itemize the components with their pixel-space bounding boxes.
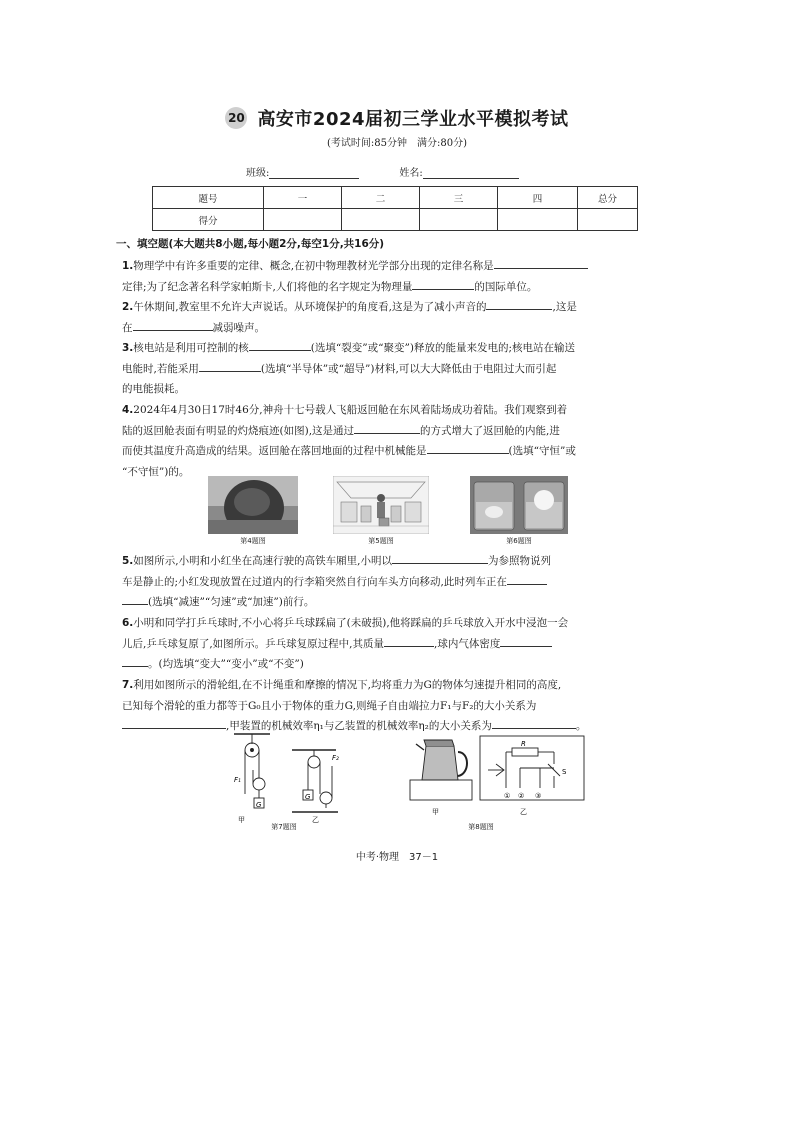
question-number: 6. <box>122 617 134 629</box>
answer-blank[interactable] <box>392 551 488 564</box>
score-input-cell[interactable] <box>342 209 420 231</box>
score-table-header-row <box>153 187 638 209</box>
score-table-cell: 得分 <box>153 209 264 231</box>
question-text: 儿后,乒乓球复原了,如图所示。乒乓球复原过程中,其质量 <box>122 637 385 650</box>
score-input-cell[interactable] <box>498 209 578 231</box>
question-number: 4. <box>122 404 134 416</box>
score-table-cell: 二 <box>342 187 420 209</box>
question-number: 7. <box>122 679 134 691</box>
weight-label: G <box>256 801 262 809</box>
exam-title: 高安市2024届初三学业水平模拟考试 <box>257 109 569 130</box>
figure-caption: 第4题图 <box>240 537 266 545</box>
question-7 <box>122 675 670 737</box>
answer-blank[interactable] <box>494 256 588 269</box>
electric-kettle-figure <box>408 734 588 826</box>
question-number: 3. <box>122 342 134 354</box>
question-text: 已知每个滑轮的重力都等于G₀且小于物体的重力G,则绳子自由端拉力F₁与F₂的大小关系为 <box>122 699 537 712</box>
figure-caption: 第6题图 <box>506 537 532 545</box>
question-text: 的方式增大了返回舱的内能,进 <box>420 424 560 437</box>
ping-pong-photo <box>470 476 568 534</box>
figure-label-yi: 乙 <box>520 808 527 816</box>
question-text: 如图所示,小明和小红坐在高速行驶的高铁车厢里,小明以 <box>133 555 392 567</box>
question-2 <box>122 297 670 338</box>
figure-label-jia: 甲 <box>238 816 245 824</box>
question-text: (选填“半导体”或“超导”)材料,可以大大降低由于电阻过大而引起 <box>260 362 557 375</box>
question-text: (选填“裂变”或“聚变”)释放的能量来发电的;核电站在输送 <box>310 342 575 354</box>
question-text: “不守恒”)的。 <box>122 465 190 478</box>
answer-blank[interactable] <box>384 634 434 647</box>
answer-blank[interactable] <box>199 359 261 372</box>
question-text: 。 <box>575 720 587 732</box>
answer-blank[interactable] <box>122 592 148 605</box>
answer-blank[interactable] <box>122 654 148 667</box>
pulley-system-figure <box>226 730 356 826</box>
score-table-cell: 四 <box>498 187 578 209</box>
question-text: 定律;为了纪念著名科学家帕斯卡,人们将他的名字规定为物理量 <box>122 280 413 293</box>
figure-label-yi: 乙 <box>312 816 319 824</box>
answer-blank[interactable] <box>122 716 226 729</box>
answer-blank[interactable] <box>507 572 547 585</box>
force-label-f2: F₂ <box>332 754 339 762</box>
answer-blank[interactable] <box>500 634 552 647</box>
score-table-cell: 题号 <box>153 187 264 209</box>
terminal-1: ① <box>504 792 511 800</box>
question-text: 的国际单位。 <box>474 280 538 293</box>
answer-blank[interactable] <box>492 716 576 729</box>
question-text: ,甲装置的机械效率η₁与乙装置的机械效率η₂的大小关系为 <box>226 720 492 732</box>
question-1 <box>122 256 670 297</box>
question-text: 在 <box>122 321 133 334</box>
score-table-score-row <box>153 209 638 231</box>
question-4 <box>122 400 670 482</box>
question-number: 2. <box>122 301 134 313</box>
answer-blank[interactable] <box>133 318 213 331</box>
question-number: 5. <box>122 555 134 567</box>
switch-label: S <box>562 768 567 776</box>
question-text: 小明和同学打乒乓球时,不小心将乒乓球踩扁了(未破损),他将踩扁的乒乓球放入开水中浸泡一会 <box>133 617 569 629</box>
question-text: 减弱噪声。 <box>212 321 265 334</box>
section-title: 一、填空题(本大题共8小题,每小题2分,每空1分,共16分) <box>116 238 385 250</box>
terminal-2: ② <box>518 792 525 800</box>
paper-number-badge: 20 <box>225 107 247 129</box>
name-field[interactable] <box>399 164 518 179</box>
score-input-cell[interactable] <box>420 209 498 231</box>
question-text: 的电能损耗。 <box>122 383 185 395</box>
figure-caption: 第5题图 <box>368 537 394 545</box>
question-3 <box>122 338 670 400</box>
question-text: (选填“守恒”或 <box>508 445 576 457</box>
question-6 <box>122 613 670 675</box>
question-text: 为参照物说列 <box>487 555 551 567</box>
question-text: 车是静止的;小红发现放置在过道内的行李箱突然自行向车头方向移动,此时列车正在 <box>122 575 507 588</box>
question-text: 而使其温度升高造成的结果。返回舱在落回地面的过程中机械能是 <box>122 445 427 457</box>
answer-blank[interactable] <box>427 441 509 454</box>
class-field[interactable] <box>246 164 359 179</box>
page-footer: 中考·物理 37－1 <box>355 852 439 863</box>
question-text: ,这是 <box>552 301 577 313</box>
resistor-label: R <box>521 740 526 748</box>
score-input-cell[interactable] <box>264 209 342 231</box>
question-text: 。(均选填“变大”“变小”或“不变”) <box>148 658 304 670</box>
question-text: 午休期间,教室里不允许大声说话。从环境保护的角度看,这是为了减小声音的 <box>133 301 487 313</box>
figure-label-jia: 甲 <box>432 808 439 816</box>
question-text: (选填“减速”“匀速”或“加速”)前行。 <box>148 596 315 608</box>
answer-blank[interactable] <box>249 338 311 351</box>
terminal-3: ③ <box>535 792 542 800</box>
name-label: 姓名: <box>399 168 423 179</box>
question-text: ,球内气体密度 <box>434 637 501 650</box>
force-label-f1: F₁ <box>234 776 241 784</box>
score-input-cell[interactable] <box>578 209 638 231</box>
score-table-cell: 三 <box>420 187 498 209</box>
student-info-row <box>246 164 519 179</box>
question-text: 利用如图所示的滑轮组,在不计绳重和摩擦的情况下,均将重力为G的物体匀速提升相同的高度, <box>133 679 562 691</box>
score-table-cell: 总分 <box>578 187 638 209</box>
question-text: 2024年4月30日17时46分,神舟十七号载人飞船返回舱在东风着陆场成功着陆。我们观察到着 <box>133 404 568 416</box>
answer-blank[interactable] <box>486 297 552 310</box>
capsule-photo <box>208 476 298 534</box>
class-label: 班级: <box>246 168 270 179</box>
name-blank[interactable] <box>423 167 519 179</box>
question-text: 陆的返回舱表面有明显的灼烧痕迹(如图),这是通过 <box>122 424 355 437</box>
score-table <box>152 186 638 231</box>
question-number: 1. <box>122 260 134 272</box>
train-carriage-figure <box>333 476 429 534</box>
exam-title-row <box>0 104 794 132</box>
weight-label: G <box>305 793 311 801</box>
exam-subtitle: (考试时间:85分钟 满分:80分) <box>327 138 467 149</box>
figure-caption: 第7题图 <box>271 823 297 831</box>
question-text: 核电站是利用可控制的核 <box>133 342 249 354</box>
answer-blank[interactable] <box>354 421 420 434</box>
question-text: 电能时,若能采用 <box>122 362 199 375</box>
class-blank[interactable] <box>269 167 359 179</box>
question-text: 物理学中有许多重要的定律、概念,在初中物理教材光学部分出现的定律名称是 <box>133 260 494 272</box>
question-5 <box>122 551 670 613</box>
figure-caption: 第8题图 <box>468 823 494 831</box>
answer-blank[interactable] <box>412 277 474 290</box>
score-table-cell: 一 <box>264 187 342 209</box>
